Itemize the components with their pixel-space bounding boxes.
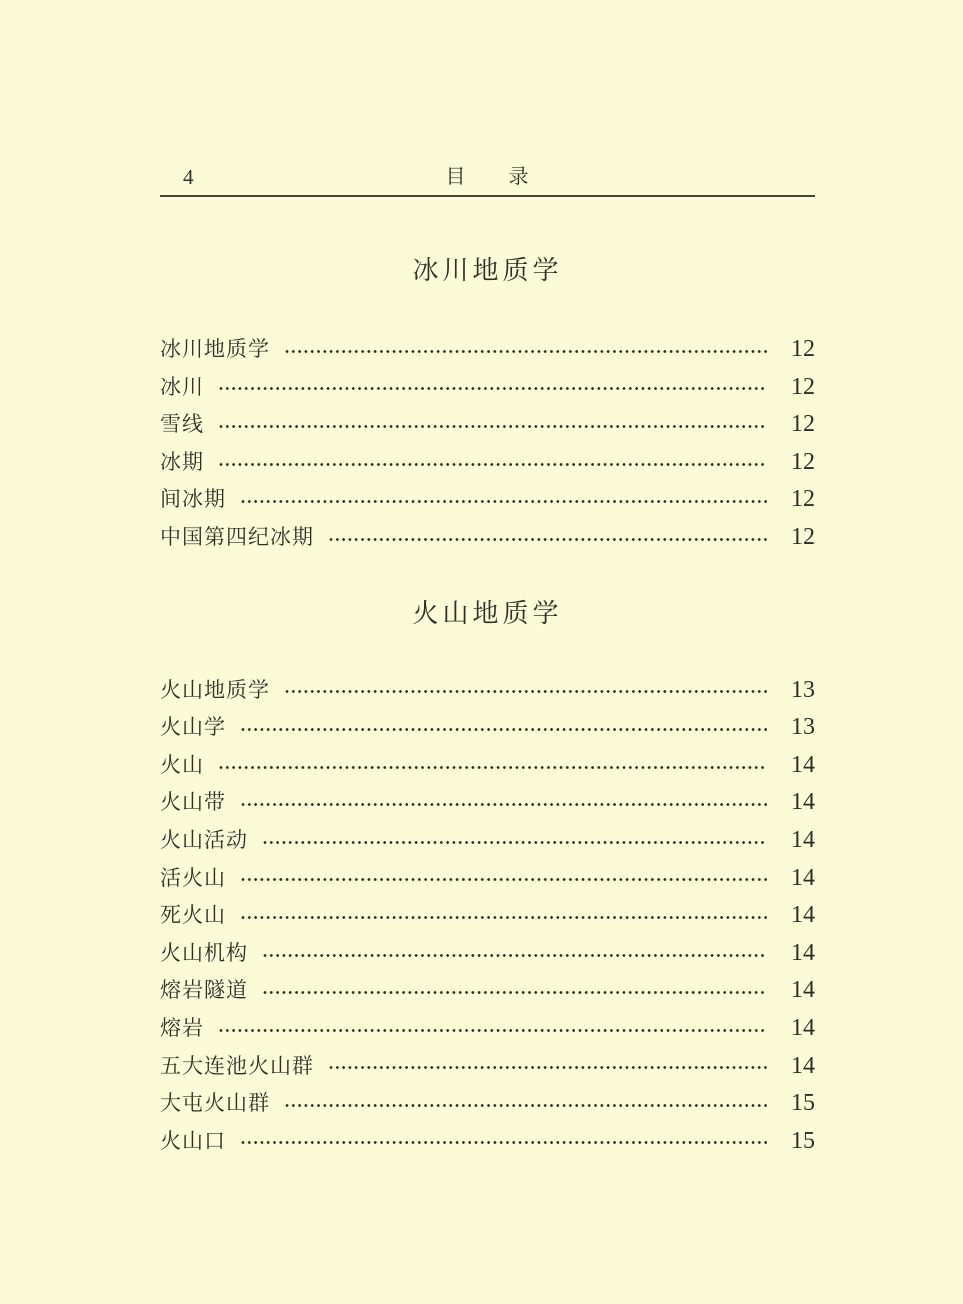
toc-entry-page: 12 (791, 523, 815, 550)
toc-entry-title: 冰川 (160, 374, 204, 399)
dot-leader (240, 913, 767, 922)
toc-entry-title: 死火山 (160, 903, 226, 928)
dot-leader (284, 687, 767, 696)
toc-entry-page: 14 (791, 864, 815, 891)
toc-row (160, 784, 815, 822)
dot-leader (218, 384, 767, 393)
dot-leader (262, 838, 767, 847)
toc-entry-page: 12 (791, 411, 815, 438)
dot-leader (284, 1101, 767, 1110)
toc-row (160, 747, 815, 785)
page-content (160, 0, 815, 1160)
toc-row (160, 897, 815, 935)
toc-entry-page: 12 (791, 448, 815, 475)
toc-entry-title: 火山机构 (160, 940, 248, 965)
toc-row (160, 972, 815, 1010)
dot-leader (218, 1026, 767, 1035)
toc-row (160, 1010, 815, 1048)
toc-entry-title: 火山 (160, 752, 204, 777)
toc-entry-title: 熔岩隧道 (160, 978, 248, 1003)
toc-row (160, 406, 815, 444)
toc-entry-title: 间冰期 (160, 487, 226, 512)
section-heading-glacial: 冰川地质学 (412, 256, 563, 285)
toc-entry-title: 大屯火山群 (160, 1091, 270, 1116)
toc-row (160, 822, 815, 860)
toc-entry-title: 五大连池火山群 (160, 1053, 314, 1078)
dot-leader (240, 1138, 767, 1147)
toc-entry-title: 火山带 (160, 790, 226, 815)
toc-list-glacial (160, 331, 815, 557)
dot-leader (218, 460, 767, 469)
dot-leader (284, 347, 767, 356)
dot-leader (328, 535, 767, 544)
toc-row (160, 331, 815, 369)
toc-entry-page: 12 (791, 373, 815, 400)
toc-entry-title: 火山口 (160, 1128, 226, 1153)
toc-entry-page: 14 (791, 826, 815, 853)
toc-entry-page: 14 (791, 789, 815, 816)
dot-leader (262, 988, 767, 997)
header-divider (160, 195, 815, 197)
dot-leader (218, 763, 767, 772)
toc-entry-title: 冰期 (160, 449, 204, 474)
toc-entry-title: 熔岩 (160, 1015, 204, 1040)
toc-row (160, 935, 815, 973)
toc-entry-page: 13 (791, 714, 815, 741)
toc-row (160, 369, 815, 407)
dot-leader (240, 497, 767, 506)
toc-entry-title: 火山活动 (160, 827, 248, 852)
toc-entry-page: 14 (791, 977, 815, 1004)
toc-entry-title: 中国第四纪冰期 (160, 524, 314, 549)
toc-row (160, 672, 815, 710)
toc-entry-title: 火山地质学 (160, 677, 270, 702)
dot-leader (328, 1063, 767, 1072)
toc-entry-page: 14 (791, 902, 815, 929)
dot-leader (240, 875, 767, 884)
toc-list-volcanic (160, 672, 815, 1161)
toc-row (160, 444, 815, 482)
page-number: 4 (183, 165, 194, 189)
dot-leader (240, 800, 767, 809)
toc-row (160, 519, 815, 557)
toc-header-title: 目 录 (445, 166, 530, 188)
toc-row (160, 481, 815, 519)
toc-entry-page: 14 (791, 1014, 815, 1041)
section-heading-volcanic: 火山地质学 (412, 598, 563, 628)
toc-entry-page: 14 (791, 939, 815, 966)
toc-entry-page: 14 (791, 751, 815, 778)
toc-entry-title: 雪线 (160, 412, 204, 437)
dot-leader (240, 725, 767, 734)
running-head (160, 0, 815, 188)
toc-row (160, 709, 815, 747)
toc-entry-page: 12 (791, 486, 815, 513)
toc-entry-title: 火山学 (160, 715, 226, 740)
toc-entry-page: 14 (791, 1052, 815, 1079)
toc-entry-page: 15 (791, 1090, 815, 1117)
toc-entry-page: 12 (791, 336, 815, 362)
toc-entry-page: 15 (791, 1127, 815, 1154)
dot-leader (262, 951, 767, 960)
toc-entry-page: 13 (791, 676, 815, 703)
toc-row (160, 1048, 815, 1086)
toc-row (160, 1085, 815, 1123)
toc-row (160, 1123, 815, 1161)
dot-leader (218, 422, 767, 431)
toc-entry-title: 活火山 (160, 865, 226, 890)
toc-row (160, 860, 815, 898)
toc-entry-title: 冰川地质学 (160, 337, 270, 361)
